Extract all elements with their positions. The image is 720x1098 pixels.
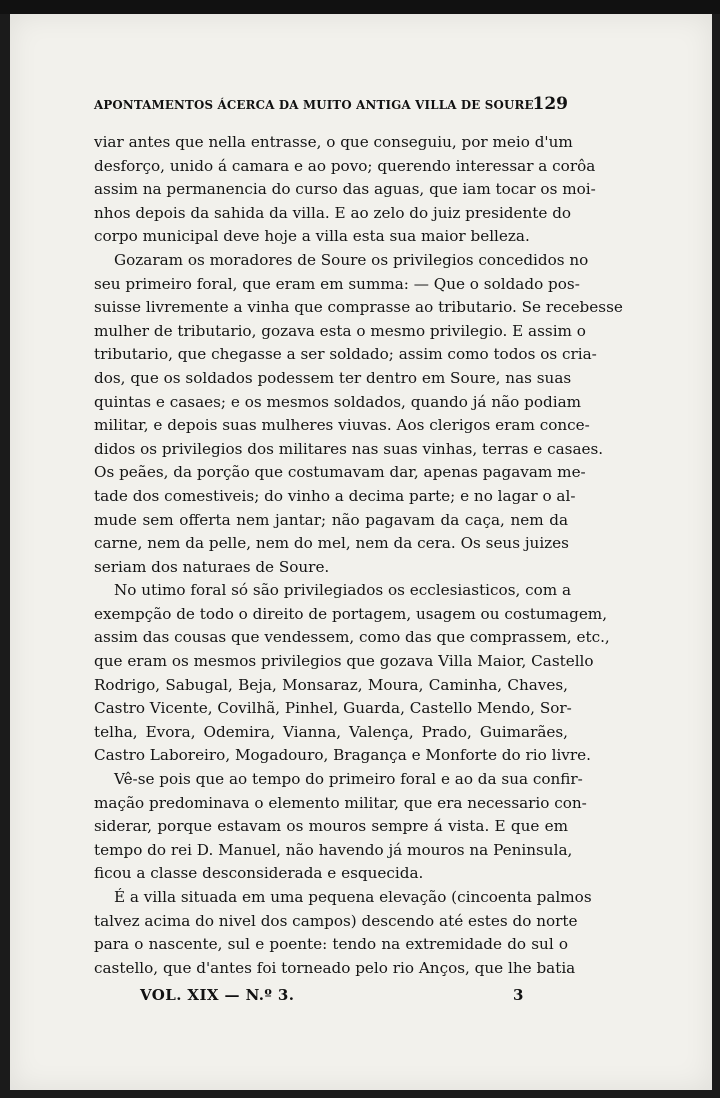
text-line: tempo do rei D. Manuel, não havendo já mouros na Peninsula,: [94, 840, 573, 859]
text-line: dos, que os soldados podessem ter dentro em Soure, nas suas: [94, 368, 572, 387]
volume-signature: VOL. XIX — N.º 3.: [140, 986, 295, 1004]
text-line: Gozaram os moradores de Soure os privilegios concedidos no: [114, 250, 589, 269]
text-line: É a villa situada em uma pequena elevação (cincoenta palmos: [114, 888, 592, 906]
text-line: que eram os mesmos privilegios que gozava Villa Maior, Castello: [94, 652, 594, 671]
running-title: APONTAMENTOS ÁCERCA DA MUITO ANTIGA VILLA DE SOURE: [94, 98, 534, 112]
text-line: para o nascente, sul e poente: tendo na extremidade do sul o: [94, 935, 568, 954]
text-line: mude sem offerta nem jantar; não pagavam da caça, nem da: [94, 510, 568, 529]
text-line: didos os privilegios dos militares nas suas vinhas, terras e casaes.: [94, 439, 604, 458]
text-line: assim na permanencia do curso das aguas, que iam tocar os moi-: [94, 180, 596, 199]
book-page: [10, 14, 712, 1090]
text-line: exempção de todo o direito de portagem, usagem ou costumagem,: [94, 604, 608, 623]
text-line: mação predominava o elemento militar, que era necessario con-: [94, 793, 587, 812]
page-number: 129: [532, 94, 568, 114]
text-line: nhos depois da sahida da villa. E ao zelo do juiz presidente do: [94, 203, 572, 222]
page-header: [94, 94, 568, 118]
page-footer: [94, 986, 568, 1010]
text-line: tade dos comestiveis; do vinho a decima parte; e no lagar o al-: [94, 486, 576, 505]
text-line: assim das cousas que vendessem, como das que comprassem, etc.,: [94, 628, 610, 647]
text-line: quintas e casaes; e os mesmos soldados, quando já não podiam: [94, 392, 582, 411]
text-line: siderar, porque estavam os mouros sempre á vista. E que em: [94, 817, 568, 836]
text-line: seriam dos naturaes de Soure.: [94, 557, 330, 576]
text-line: ficou a classe desconsiderada e esquecida.: [94, 864, 424, 883]
text-line: seu primeiro foral, que eram em summa: — Que o soldado pos-: [94, 274, 580, 293]
text-line: Vê-se pois que ao tempo do primeiro foral e ao da sua confir-: [114, 770, 583, 789]
text-line: tributario, que chegasse a ser soldado; assim como todos os cria-: [94, 345, 597, 364]
text-line: corpo municipal deve hoje a villa esta sua maior belleza.: [94, 227, 530, 246]
text-line: Castro Vicente, Covilhã, Pinhel, Guarda, Castello Mendo, Sor-: [94, 699, 572, 718]
text-line: No utimo foral só são privilegiados os ecclesiasticos, com a: [114, 581, 572, 600]
text-line: viar antes que nella entrasse, o que conseguiu, por meio d'um: [94, 133, 573, 151]
scan-border: [0, 0, 720, 14]
text-line: desforço, unido á camara e ao povo; querendo interessar a corôa: [94, 156, 596, 175]
body-text: [94, 131, 623, 980]
signature-number: 3: [513, 986, 524, 1004]
text-line: castello, que d'antes foi torneado pelo rio Anços, que lhe batia: [94, 958, 576, 977]
text-line: talvez acima do nivel dos campos) descendo até estes do norte: [94, 911, 578, 930]
text-line: Castro Laboreiro, Mogadouro, Bragança e Monforte do rio livre.: [94, 746, 591, 765]
text-line: militar, e depois suas mulheres viuvas. Aos clerigos eram conce-: [94, 416, 590, 435]
text-line: Rodrigo, Sabugal, Beja, Monsaraz, Moura, Caminha, Chaves,: [94, 675, 568, 694]
text-line: carne, nem da pelle, nem do mel, nem da cera. Os seus juizes: [94, 534, 569, 553]
text-line: mulher de tributario, gozava esta o mesmo privilegio. E assim o: [94, 321, 586, 340]
text-line: telha, Evora, Odemira, Vianna, Valença, Prado, Guimarães,: [94, 722, 568, 741]
text-line: suisse livremente a vinha que comprasse ao tributario. Se recebesse: [94, 298, 623, 317]
text-line: Os peães, da porção que costumavam dar, apenas pagavam me-: [94, 463, 586, 482]
